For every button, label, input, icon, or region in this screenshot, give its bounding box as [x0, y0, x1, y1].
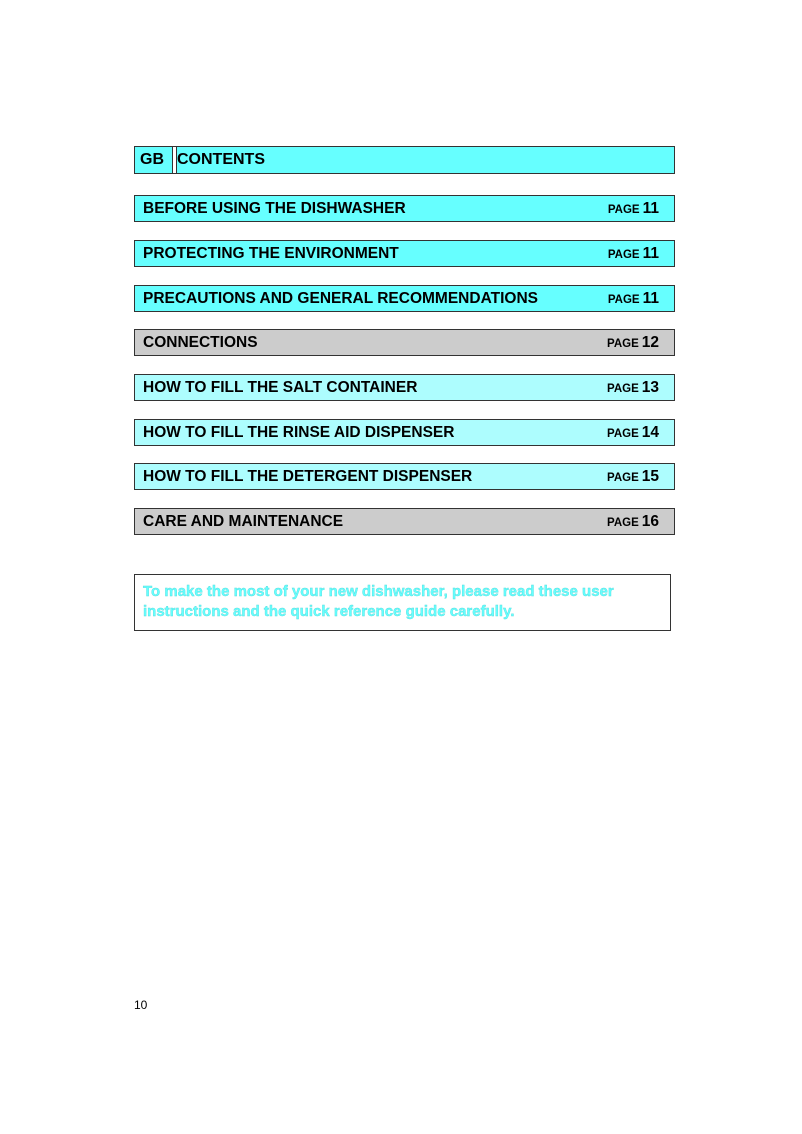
- toc-item-label: HOW TO FILL THE DETERGENT DISPENSER: [143, 467, 473, 485]
- toc-item-page: PAGE 15: [607, 467, 659, 485]
- toc-item-precautions[interactable]: [134, 285, 675, 312]
- toc-item-label: HOW TO FILL THE SALT CONTAINER: [143, 378, 418, 396]
- toc-item-label: HOW TO FILL THE RINSE AID DISPENSER: [143, 423, 455, 441]
- toc-item-connections[interactable]: [134, 329, 675, 356]
- toc-item-label: CARE AND MAINTENANCE: [143, 512, 344, 530]
- toc-item-care-maintenance[interactable]: [134, 508, 675, 535]
- toc-item-page: PAGE 13: [607, 378, 659, 396]
- toc-item-detergent[interactable]: [134, 463, 675, 490]
- toc-item-page: PAGE 11: [607, 289, 659, 307]
- toc-item-page: PAGE 12: [607, 333, 659, 351]
- page-number: 10: [134, 998, 148, 1012]
- reading-note-box: [134, 574, 671, 631]
- toc-item-page: PAGE 11: [607, 199, 659, 217]
- toc-item-before-using[interactable]: [134, 195, 675, 222]
- toc-item-label: PRECAUTIONS AND GENERAL RECOMMENDATIONS: [143, 289, 538, 307]
- toc-item-page: PAGE 14: [607, 423, 659, 441]
- toc-item-protecting-environment[interactable]: [134, 240, 675, 267]
- reading-note-text: To make the most of your new dishwasher, please read these user instructions and the quick reference guide carefully.: [143, 583, 614, 620]
- page-title: CONTENTS: [177, 151, 265, 168]
- toc-item-salt-container[interactable]: [134, 374, 675, 401]
- contents-header: [134, 146, 675, 174]
- toc-item-page: PAGE 11: [607, 244, 659, 262]
- toc-item-label: CONNECTIONS: [143, 333, 258, 351]
- toc-item-rinse-aid[interactable]: [134, 419, 675, 446]
- toc-item-label: BEFORE USING THE DISHWASHER: [143, 199, 406, 217]
- toc-item-label: PROTECTING THE ENVIRONMENT: [143, 244, 399, 262]
- toc-item-page: PAGE 16: [607, 512, 659, 530]
- language-code: GB: [135, 147, 173, 173]
